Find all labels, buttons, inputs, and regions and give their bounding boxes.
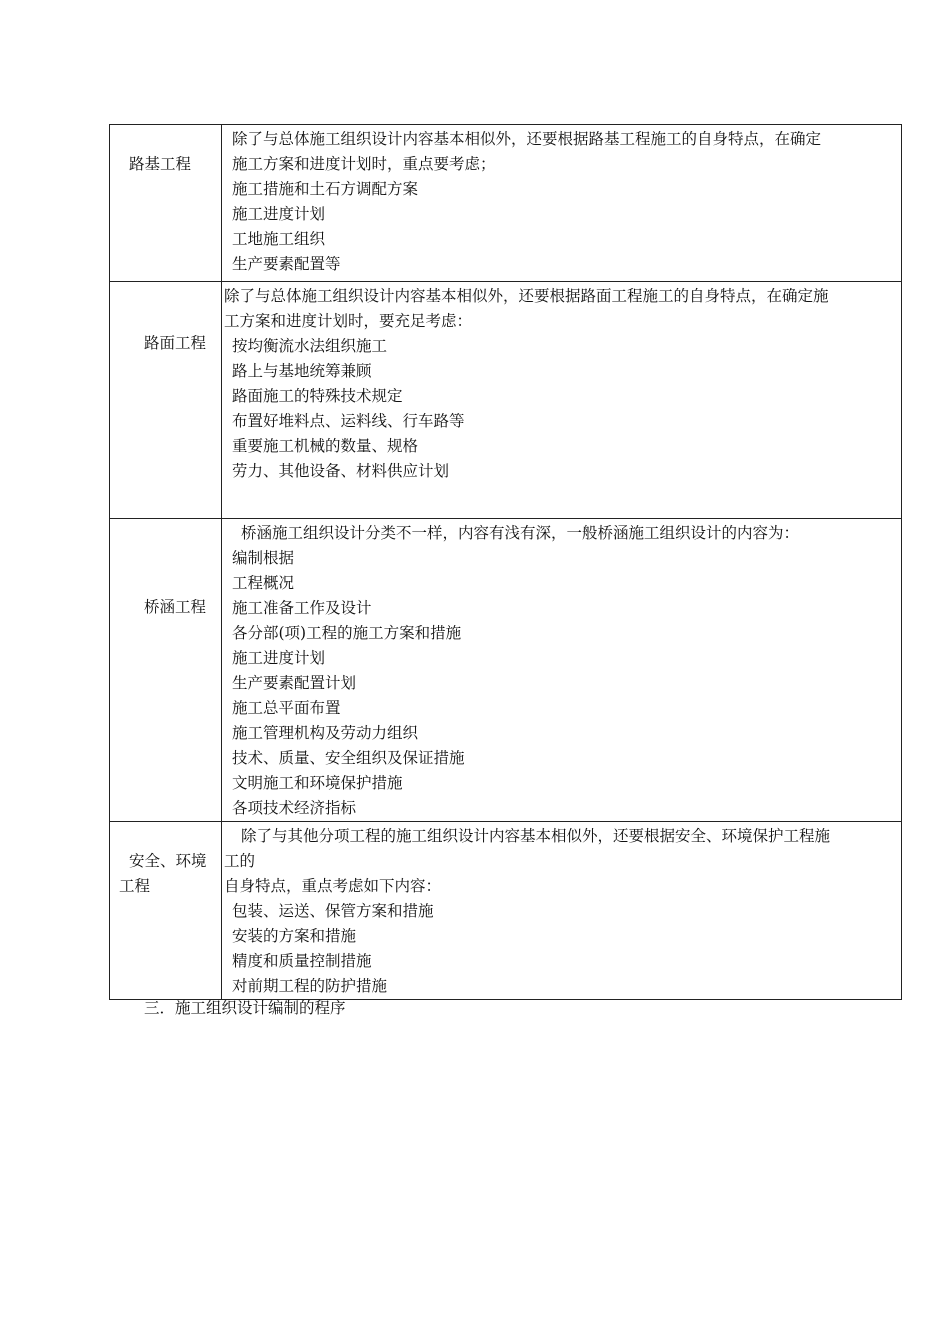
row-label-cell [110, 282, 222, 519]
content-line: 安装的方案和措施 [232, 927, 357, 945]
row-label: 路面工程 [144, 334, 207, 352]
content-line: 桥涵施工组织设计分类不一样，内容有浅有深，一般桥涵施工组织设计的内容为： [241, 524, 800, 542]
content-line: 包装、运送、保管方案和措施 [232, 902, 434, 920]
row-content-cell [222, 519, 902, 822]
content-line: 自身特点，重点考虑如下内容： [224, 877, 442, 895]
content-line: 施工管理机构及劳动力组织 [232, 724, 419, 742]
content-line: 布置好堆料点、运料线、行车路等 [232, 412, 465, 430]
row-label: 路基工程 [129, 155, 192, 173]
row-label-cell [110, 519, 222, 822]
content-line: 编制根据 [232, 549, 295, 567]
table-row [110, 519, 902, 822]
content-line: 施工措施和土石方调配方案 [232, 180, 419, 198]
content-line: 工方案和进度计划时，要充足考虑： [224, 312, 473, 330]
content-line: 工地施工组织 [232, 230, 326, 248]
row-content-cell [222, 125, 902, 282]
content-line: 文明施工和环境保护措施 [232, 774, 403, 792]
content-line: 施工准备工作及设计 [232, 599, 372, 617]
section-heading: 三．施工组织设计编制的程序 [144, 999, 346, 1017]
row-content-cell [222, 822, 902, 1000]
content-line: 施工进度计划 [232, 649, 326, 667]
row-label-cell [110, 125, 222, 282]
content-line: 除了与总体施工组织设计内容基本相似外，还要根据路基工程施工的自身特点，在确定 [232, 130, 822, 148]
content-line: 技术、质量、安全组织及保证措施 [232, 749, 465, 767]
content-line: 除了与总体施工组织设计内容基本相似外，还要根据路面工程施工的自身特点，在确定施 [224, 287, 829, 305]
content-line: 路面施工的特殊技术规定 [232, 387, 403, 405]
content-line: 施工方案和进度计划时，重点要考虑； [232, 155, 496, 173]
content-line: 路上与基地统筹兼顾 [232, 362, 372, 380]
content-line: 生产要素配置等 [232, 255, 341, 273]
construction-design-table [109, 124, 902, 1000]
row-label: 桥涵工程 [144, 598, 207, 616]
content-line: 工程概况 [232, 574, 295, 592]
table-row [110, 125, 902, 282]
content-line: 生产要素配置计划 [232, 674, 357, 692]
table-row [110, 282, 902, 519]
row-label-line: 安全、环境 [129, 852, 207, 870]
content-line: 各分部(项)工程的施工方案和措施 [232, 624, 462, 642]
table-row [110, 822, 902, 1000]
content-line: 除了与其他分项工程的施工组织设计内容基本相似外，还要根据安全、环境保护工程施 [241, 827, 831, 845]
content-line: 施工进度计划 [232, 205, 326, 223]
content-line: 劳力、其他设备、材料供应计划 [232, 462, 450, 480]
row-label-line: 工程 [119, 877, 151, 895]
content-line: 各项技术经济指标 [232, 799, 357, 817]
content-line: 施工总平面布置 [232, 699, 341, 717]
content-line: 工的 [224, 852, 256, 870]
row-content-cell [222, 282, 902, 519]
row-label-cell [110, 822, 222, 1000]
content-line: 按均衡流水法组织施工 [232, 337, 388, 355]
content-line: 重要施工机械的数量、规格 [232, 437, 419, 455]
content-line: 精度和质量控制措施 [232, 952, 372, 970]
content-line: 对前期工程的防护措施 [232, 977, 388, 995]
